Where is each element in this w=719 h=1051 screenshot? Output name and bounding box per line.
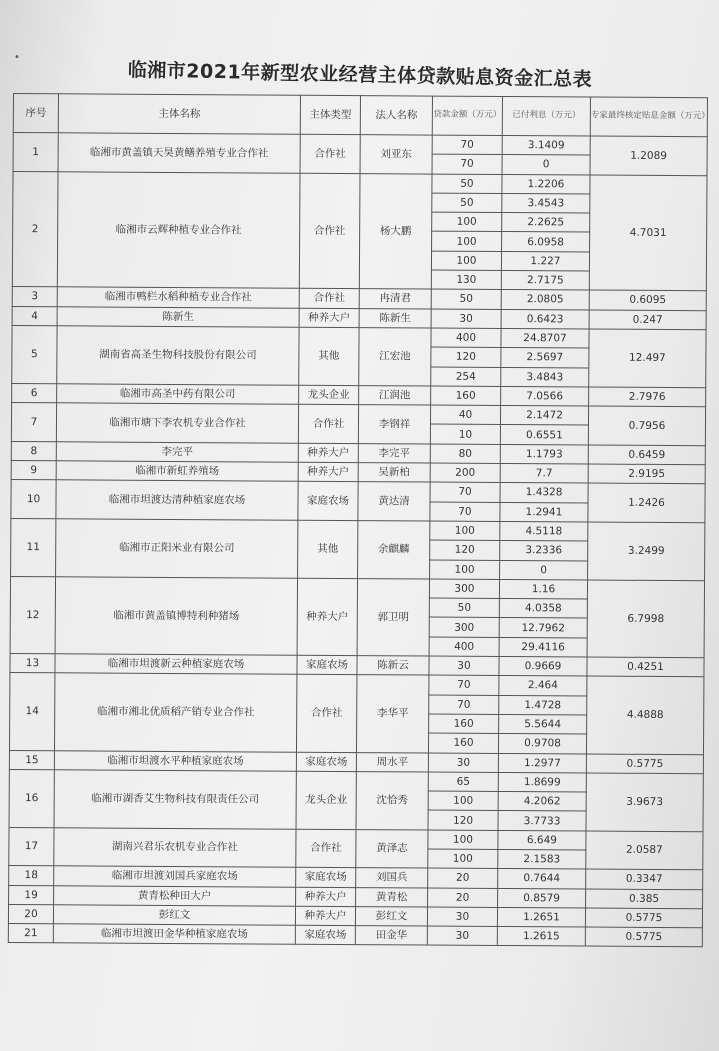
- cell-seq: 6: [12, 383, 57, 403]
- cell-subsidy: 0.385: [586, 889, 703, 909]
- cell-legal: 冉清君: [359, 289, 431, 309]
- cell-amount: 65: [428, 772, 498, 792]
- table-row: [13, 171, 707, 195]
- cell-subsidy: 3.2499: [588, 522, 705, 581]
- cell-name: 陈新生: [57, 306, 299, 327]
- cell-amount: 400: [429, 637, 499, 657]
- cell-legal: 李钢祥: [358, 405, 430, 444]
- cell-amount: 100: [428, 791, 498, 811]
- cell-subsidy: 0.5775: [586, 754, 703, 774]
- cell-amount: 100: [428, 849, 498, 869]
- cell-paid: 0.6551: [500, 425, 588, 445]
- subsidy-table: [8, 93, 708, 948]
- cell-seq: 8: [11, 441, 56, 461]
- cell-legal: 田金华: [355, 926, 427, 946]
- cell-amount: 160: [431, 386, 501, 406]
- cell-amount: 20: [428, 888, 498, 908]
- cell-seq: 9: [11, 461, 56, 481]
- cell-type: 合作社: [299, 289, 359, 309]
- cell-amount: 40: [430, 405, 500, 425]
- cell-type: 种养大户: [295, 906, 355, 926]
- cell-amount: 70: [430, 502, 500, 522]
- cell-amount: 200: [430, 463, 500, 483]
- cell-seq: 10: [11, 480, 56, 519]
- cell-seq: 1: [13, 133, 58, 172]
- cell-paid: 3.1409: [502, 135, 590, 155]
- cell-subsidy: 2.7976: [589, 387, 706, 407]
- cell-paid: 3.4843: [501, 367, 589, 387]
- cell-subsidy: 0.5775: [585, 927, 702, 947]
- cell-amount: 254: [431, 367, 501, 387]
- cell-paid: 2.1472: [500, 406, 588, 426]
- cell-type: 家庭农场: [297, 655, 357, 675]
- cell-subsidy: 3.9673: [586, 773, 703, 832]
- cell-seq: 5: [12, 325, 57, 383]
- cell-amount: 70: [429, 695, 499, 715]
- cell-subsidy: 0.4251: [587, 657, 704, 677]
- cell-type: 种养大户: [297, 578, 357, 656]
- cell-name: 临湘市黄盖镇博特利种猪场: [55, 577, 297, 656]
- cell-seq: 16: [9, 769, 54, 827]
- cell-subsidy: 2.0587: [586, 831, 703, 870]
- header-subsidy: 专家最终核定贴息金额（万元）: [590, 97, 707, 137]
- cell-name: 临湘市正阳米业有限公司: [56, 519, 298, 578]
- header-paid: 已付利息（万元）: [502, 96, 590, 136]
- cell-amount: 160: [429, 714, 499, 734]
- cell-paid: 0.9669: [499, 656, 587, 676]
- cell-legal: 李完平: [358, 443, 430, 463]
- cell-paid: 4.2062: [498, 792, 586, 812]
- cell-amount: 50: [431, 289, 501, 309]
- table-row: [10, 673, 704, 697]
- cell-paid: 1.2651: [497, 907, 585, 927]
- cell-amount: 30: [429, 656, 499, 676]
- cell-amount: 50: [432, 174, 502, 194]
- cell-paid: 3.2336: [500, 541, 588, 561]
- cell-paid: 1.1793: [500, 444, 588, 464]
- cell-subsidy: 0.247: [589, 310, 706, 330]
- cell-name: 湖南兴君乐农机专业合作社: [54, 827, 296, 867]
- cell-paid: 1.2206: [502, 174, 590, 194]
- cell-amount: 30: [427, 907, 497, 927]
- cell-amount: 70: [430, 482, 500, 502]
- cell-amount: 30: [428, 753, 498, 773]
- cell-name: 临湘市湘北优质稻产销专业合作社: [54, 673, 296, 752]
- cell-amount: 30: [431, 309, 501, 329]
- cell-type: 龙头企业: [296, 771, 356, 829]
- cell-paid: 2.1583: [498, 849, 586, 869]
- cell-amount: 100: [428, 830, 498, 850]
- cell-paid: 2.464: [499, 676, 587, 696]
- cell-paid: 3.7733: [498, 811, 586, 831]
- cell-seq: 11: [11, 518, 56, 576]
- cell-legal: 黄青松: [356, 887, 428, 907]
- cell-name: 临湘市坦渡田金华种植家庭农场: [53, 924, 295, 945]
- cell-legal: 彭红文: [355, 906, 427, 926]
- cell-paid: 4.0358: [499, 599, 587, 619]
- cell-amount: 70: [432, 135, 502, 155]
- header-type: 主体类型: [300, 95, 360, 134]
- cell-amount: 100: [431, 251, 501, 271]
- cell-amount: 30: [427, 926, 497, 946]
- cell-amount: 20: [428, 868, 498, 888]
- cell-subsidy: 4.7031: [589, 175, 707, 291]
- cell-legal: 黄泽志: [356, 829, 428, 868]
- cell-seq: 20: [8, 904, 53, 924]
- table-container: [8, 93, 710, 948]
- cell-paid: 1.4728: [499, 695, 587, 715]
- cell-type: 家庭农场: [296, 868, 356, 888]
- cell-name: 湖南省高圣生物科技股份有限公司: [57, 326, 299, 385]
- cell-amount: 300: [429, 579, 499, 599]
- table-row: [9, 827, 703, 851]
- cell-amount: 130: [431, 270, 501, 290]
- cell-amount: 300: [429, 617, 499, 637]
- cell-paid: 1.4328: [500, 483, 588, 503]
- cell-type: 其他: [298, 520, 358, 578]
- cell-subsidy: 2.9195: [588, 464, 705, 484]
- cell-seq: 21: [8, 924, 53, 944]
- cell-subsidy: 12.497: [589, 329, 706, 388]
- cell-type: 种养大户: [298, 443, 358, 463]
- cell-paid: 0: [502, 155, 590, 175]
- cell-amount: 50: [432, 193, 502, 213]
- cell-legal: 郭卫明: [357, 578, 429, 656]
- cell-legal: 黄达清: [358, 482, 430, 521]
- cell-paid: 0: [500, 560, 588, 580]
- cell-subsidy: 0.6459: [588, 445, 705, 465]
- cell-seq: 4: [12, 306, 57, 326]
- cell-name: 临湘市黄盖镇天昊黄鳝养殖专业合作社: [58, 133, 300, 173]
- cell-paid: 1.2977: [498, 753, 586, 773]
- cell-name: 临湘市塘下李农机专业合作社: [56, 403, 298, 443]
- cell-paid: 29.4116: [499, 637, 587, 657]
- table-row: [11, 403, 705, 427]
- cell-amount: 100: [430, 521, 500, 541]
- cell-paid: 0.7644: [498, 869, 586, 889]
- cell-amount: 120: [428, 810, 498, 830]
- cell-type: 其他: [299, 327, 359, 385]
- cell-seq: 2: [12, 171, 58, 287]
- cell-paid: 1.8699: [498, 772, 586, 792]
- cell-paid: 0.9708: [498, 734, 586, 754]
- cell-paid: 0.8579: [498, 888, 586, 908]
- header-amount: 贷款金额（万元）: [432, 96, 502, 135]
- cell-subsidy: 0.7956: [588, 406, 705, 445]
- cell-name: 临湘市坦渡刘国兵家庭农场: [54, 866, 296, 887]
- cell-type: 合作社: [300, 134, 360, 173]
- cell-subsidy: 0.5775: [585, 908, 702, 928]
- cell-name: 彭红文: [53, 905, 295, 926]
- cell-legal: 余麒麟: [358, 521, 430, 579]
- cell-name: 李完平: [56, 442, 298, 463]
- cell-type: 种养大户: [298, 462, 358, 482]
- cell-paid: 0.6423: [501, 309, 589, 329]
- ink-dot: •: [14, 52, 20, 63]
- cell-seq: 17: [9, 827, 54, 866]
- cell-type: 种养大户: [299, 308, 359, 328]
- cell-amount: 100: [432, 232, 502, 252]
- cell-legal: 江润池: [359, 385, 431, 405]
- cell-subsidy: 0.6095: [589, 290, 706, 310]
- cell-paid: 7.7: [500, 464, 588, 484]
- cell-subsidy: 1.2426: [588, 483, 705, 522]
- cell-legal: 陈新云: [357, 656, 429, 676]
- table-body: [8, 133, 707, 948]
- cell-amount: 70: [429, 675, 499, 695]
- cell-paid: 7.0566: [501, 386, 589, 406]
- cell-paid: 4.5118: [500, 521, 588, 541]
- cell-paid: 2.2625: [502, 213, 590, 233]
- cell-name: 临湘市湖香艾生物科技有限责任公司: [54, 770, 296, 829]
- cell-type: 家庭农场: [298, 482, 358, 521]
- cell-seq: 13: [10, 654, 55, 674]
- cell-type: 合作社: [296, 829, 356, 868]
- cell-name: 临湘市新虹养殖场: [56, 461, 298, 482]
- cell-amount: 10: [430, 425, 500, 445]
- cell-name: 临湘市坦渡新云种植家庭农场: [55, 654, 297, 675]
- cell-subsidy: 4.4888: [586, 676, 703, 754]
- cell-type: 合作社: [298, 404, 358, 443]
- cell-name: 临湘市坦渡达清种植家庭农场: [56, 480, 298, 520]
- cell-amount: 100: [430, 560, 500, 580]
- cell-paid: 6.0958: [502, 232, 590, 252]
- cell-amount: 80: [430, 444, 500, 464]
- cell-paid: 1.16: [499, 579, 587, 599]
- cell-type: 合作社: [296, 675, 356, 753]
- cell-seq: 18: [9, 866, 54, 886]
- cell-legal: 刘亚东: [360, 135, 432, 174]
- cell-amount: 120: [431, 347, 501, 367]
- cell-subsidy: 0.3347: [586, 869, 703, 889]
- cell-paid: 2.7175: [501, 271, 589, 291]
- table-row: [8, 924, 702, 948]
- cell-name: 临湘市云辉种植专业合作社: [57, 171, 300, 288]
- header-seq: 序号: [13, 94, 58, 133]
- cell-seq: 15: [9, 750, 54, 770]
- cell-legal: 李华平: [356, 675, 428, 753]
- table-row: [11, 480, 705, 504]
- cell-legal: 沈恰秀: [356, 771, 428, 829]
- header-row: [13, 94, 707, 137]
- cell-type: 合作社: [299, 173, 360, 289]
- document-title: 临湘市2021年新型农业经营主体贷款贴息资金汇总表: [127, 59, 593, 91]
- cell-name: 黄青松种田大户: [54, 885, 296, 906]
- cell-type: 家庭农场: [296, 752, 356, 772]
- cell-paid: 24.8707: [501, 328, 589, 348]
- header-name: 主体名称: [58, 94, 300, 134]
- cell-amount: 400: [431, 328, 501, 348]
- cell-paid: 1.227: [501, 251, 589, 271]
- cell-seq: 14: [9, 673, 54, 750]
- cell-paid: 2.0805: [501, 290, 589, 310]
- header-legal: 法人名称: [360, 96, 432, 135]
- cell-paid: 5.5644: [499, 714, 587, 734]
- cell-subsidy: 1.2089: [590, 136, 707, 175]
- cell-name: 临湘市坦渡水平种植家庭农场: [54, 750, 296, 771]
- cell-legal: 周水平: [356, 752, 428, 772]
- table-row: [9, 769, 703, 793]
- cell-amount: 160: [428, 733, 498, 753]
- cell-type: 家庭农场: [295, 925, 355, 945]
- cell-amount: 120: [430, 540, 500, 560]
- cell-seq: 12: [10, 576, 55, 653]
- cell-subsidy: 6.7998: [587, 580, 704, 658]
- table-row: [11, 518, 705, 542]
- cell-name: 临湘市高圣中药有限公司: [57, 384, 299, 405]
- cell-paid: 1.2615: [497, 927, 585, 947]
- cell-amount: 100: [432, 212, 502, 232]
- cell-paid: 12.7962: [499, 618, 587, 638]
- cell-paid: 6.649: [498, 830, 586, 850]
- table-row: [12, 325, 706, 349]
- table-row: [10, 576, 704, 600]
- cell-legal: 杨大鹏: [359, 173, 432, 289]
- table-row: [13, 133, 707, 157]
- cell-type: 种养大户: [296, 887, 356, 907]
- cell-type: 龙头企业: [299, 385, 359, 405]
- cell-paid: 3.4543: [502, 193, 590, 213]
- cell-amount: 50: [429, 598, 499, 618]
- cell-legal: 刘国兵: [356, 868, 428, 888]
- cell-paid: 2.5697: [501, 348, 589, 368]
- cell-amount: 70: [432, 154, 502, 174]
- cell-legal: 陈新生: [359, 308, 431, 328]
- cell-paid: 1.2941: [500, 502, 588, 522]
- cell-legal: 吴新柏: [358, 463, 430, 483]
- cell-seq: 7: [11, 403, 56, 442]
- cell-name: 临湘市鸭栏水稻种植专业合作社: [57, 287, 299, 308]
- cell-seq: 19: [9, 885, 54, 905]
- cell-seq: 3: [12, 287, 57, 307]
- cell-legal: 江宏池: [359, 328, 431, 386]
